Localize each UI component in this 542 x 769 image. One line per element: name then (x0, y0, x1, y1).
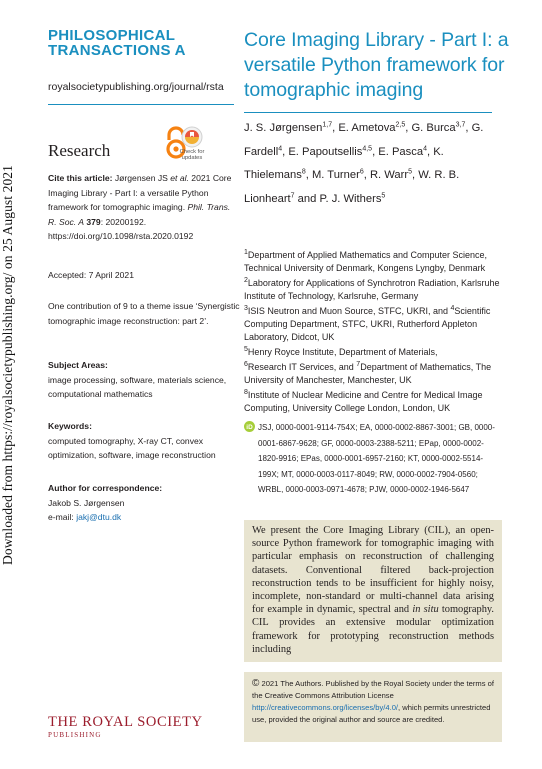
affiliation-number: 6 (244, 361, 248, 368)
subject-heading: Subject Areas: (48, 360, 108, 370)
abstract-text (252, 524, 494, 656)
keywords-text: computed tomography, X-ray CT, convex optimization, software, image reconstruction (48, 435, 216, 460)
abstract-italic: in situ (412, 604, 439, 616)
author-separator: , (405, 122, 412, 134)
svg-text:iD: iD (246, 423, 253, 431)
cite-text1: Jørgensen JS (112, 173, 171, 183)
journal-logo[interactable] (48, 28, 228, 58)
author-affiliation-sup: 7 (290, 191, 295, 199)
affiliation-text: ISIS Neutron and Muon Source, STFC, UKRI, and (247, 306, 451, 316)
affiliation-number: 5 (244, 346, 248, 353)
author-affiliation-sup: 4 (278, 144, 283, 152)
check-for-updates-badge[interactable] (178, 126, 206, 162)
author-affiliation-sup: 4,5 (362, 144, 373, 152)
accepted-date: Accepted: 7 April 2021 (48, 270, 134, 280)
affiliation-item (244, 305, 506, 344)
email-label: e-mail: (48, 512, 77, 522)
license-text1: 2021 The Authors. Published by the Royal Society under the terms of the Creative Commons Attribution License (252, 679, 494, 700)
orcid-icon (244, 421, 255, 432)
affiliation-text: Research IT Services, and (247, 362, 357, 372)
affiliation-number: 2 (244, 277, 248, 284)
author-name: W. R. B. Lionheart (244, 169, 460, 205)
download-watermark: Downloaded from https://royalsocietypublishing.org/ on 25 August 2021 (0, 164, 15, 565)
author-name: R. Warr (369, 169, 409, 181)
affiliation-item (244, 277, 506, 303)
journal-url-link[interactable]: royalsocietypublishing.org/journal/rsta (48, 81, 224, 93)
author-affiliation-sup: 3,7 (455, 121, 466, 129)
abstract-part1: We present the Core Imaging Library (CIL), an open-source Python framework for tomographic imaging with particular emphasis on reconstruction of challenging datasets. Conventional filtered back-projection reconstruction tends to be insufficient for highly noisy, incomplete, non-standard or multi-channel data arising for example in dynamic, spectral and (252, 525, 494, 616)
author-separator: , (426, 145, 434, 158)
author-separator: , (363, 169, 370, 181)
affiliation-number: 3 (244, 305, 248, 312)
orcid-list[interactable]: JSJ, 0000-0001-9114-754X; EA, 0000-0002-8867-3001; GB, 0000-0001-6867-9628; GF, 0000-0003-2388-5211; EPap, 0000-0002-1820-9916; EPas, 0000-0001-6957-2160; KT, 0000-0002-5514-199X; MT, 0000-0003-0117-8049; RW, 0000-0002-7904-0560; WRBL, 0000-0003-0971-4678; PJW, 0000-0002-1946-5647 (258, 423, 495, 495)
author-list (244, 117, 494, 211)
subject-text: image processing, software, materials science, computational mathematics (48, 374, 227, 399)
author-affiliation-sup: 8 (301, 168, 306, 176)
author-affiliation-sup: 1,7 (322, 121, 333, 129)
author-name: K. Thielemans (244, 145, 444, 181)
author-affiliation-sup: 2,5 (395, 121, 406, 129)
abstract-part2: tomography. CIL provides an extensive modular optimization framework for prototyping reconstruction methods including (252, 604, 495, 655)
author-name: E. Ametova (338, 122, 396, 134)
journal-name-line1: PHILOSOPHICAL (48, 27, 176, 44)
theme-issue-note: One contribution of 9 to a theme issue ‘Synergistic tomographic image reconstruction: part 2’. (48, 301, 240, 326)
check-for-updates-line2: updates (181, 155, 203, 162)
keywords (48, 419, 248, 463)
affiliation-text: Scientific Computing Department, STFC, UKRI, Rutherford Appleton Laboratory, Didcot, UK (244, 306, 491, 342)
correspondence-block (48, 481, 238, 525)
author-name: G. Burca (411, 122, 456, 134)
author-affiliation-sup: 4 (423, 144, 427, 152)
citation-block (48, 171, 238, 244)
affiliation-text: Henry Royce Institute, Department of Materials, (247, 347, 438, 357)
cite-text3: : 20200192. (100, 216, 147, 227)
correspondence-heading: Author for correspondence: (48, 483, 163, 493)
publisher-logo[interactable]: THE ROYAL SOCIETY (48, 714, 203, 730)
cite-et-al: et al. (170, 173, 189, 183)
cite-journal: Phil. Trans. R. Soc. A (48, 202, 231, 227)
author-name: E. Pasca (378, 145, 424, 158)
affiliation-number: 7 (356, 361, 361, 368)
author-separator: , (465, 122, 472, 134)
email-link[interactable]: jakj@dtu.dk (76, 512, 122, 522)
author-separator: , (372, 145, 379, 158)
check-for-updates-line1: Check for (179, 149, 205, 155)
affiliation-item (244, 346, 506, 359)
left-divider (48, 104, 234, 105)
author-separator: , (305, 169, 312, 181)
affiliation-item (244, 389, 506, 415)
journal-name-line2: TRANSACTIONS A (48, 42, 186, 59)
affiliation-list (244, 249, 506, 417)
author-separator: , (411, 169, 419, 181)
affiliation-item (244, 249, 506, 275)
check-for-updates-text (176, 149, 208, 161)
author-name: G. Fardell (244, 122, 484, 158)
author-affiliation-sup: 6 (359, 168, 364, 176)
affiliation-number: 4 (450, 305, 455, 312)
affiliation-text: Department of Applied Mathematics and Computer Science, Technical University of Denmark, Kongens Lyngby, Denmark (244, 250, 488, 273)
author-affiliation-sup: 5 (408, 168, 412, 176)
license-text2: , which permits unrestricted use, provided the original author and source are credited. (252, 703, 491, 724)
title-divider (244, 112, 492, 113)
copyright-symbol: © (252, 678, 260, 689)
keywords-heading: Keywords: (48, 421, 92, 431)
affiliation-text: Department of Mathematics, The University of Manchester, Manchester, UK (244, 362, 492, 385)
check-for-updates-icon (181, 126, 203, 148)
subject-areas (48, 358, 243, 402)
author-name: P. J. Withers (319, 192, 382, 205)
cite-text2: 2021 Core Imaging Library - Part I: a versatile Python framework for tomographic imaging. (48, 173, 232, 212)
author-separator: and (294, 192, 320, 205)
cite-label: Cite this article: (48, 173, 113, 183)
publisher-sub: PUBLISHING (48, 731, 102, 739)
author-name: E. Papoutsellis (288, 145, 363, 158)
author-separator: , (282, 145, 289, 158)
cite-doi-link[interactable]: https://doi.org/10.1098/rsta.2020.0192 (48, 231, 194, 241)
affiliation-number: 8 (244, 389, 248, 396)
license-text (252, 678, 494, 726)
affiliation-item (244, 361, 506, 387)
author-separator: , (332, 122, 339, 134)
author-name: J. S. Jørgensen (244, 122, 323, 134)
license-link[interactable]: http://creativecommons.org/licenses/by/4.0/ (252, 703, 399, 712)
author-affiliation-sup: 5 (381, 191, 386, 199)
correspondence-name: Jakob S. Jørgensen (48, 497, 125, 508)
affiliation-number: 1 (244, 249, 248, 256)
author-name: M. Turner (311, 169, 360, 181)
paper-title: Core Imaging Library - Part I: a versatile Python framework for tomographic imaging (244, 29, 509, 101)
cite-volume: 379 (83, 216, 101, 227)
affiliation-text: Institute of Nuclear Medicine and Centre for Medical Image Computing, University College London, London, UK (244, 390, 483, 413)
affiliation-text: Laboratory for Applications of Synchrotron Radiation, Karlsruhe Institute of Technology, Karlsruhe, Germany (244, 278, 500, 301)
section-label: Research (48, 141, 111, 160)
